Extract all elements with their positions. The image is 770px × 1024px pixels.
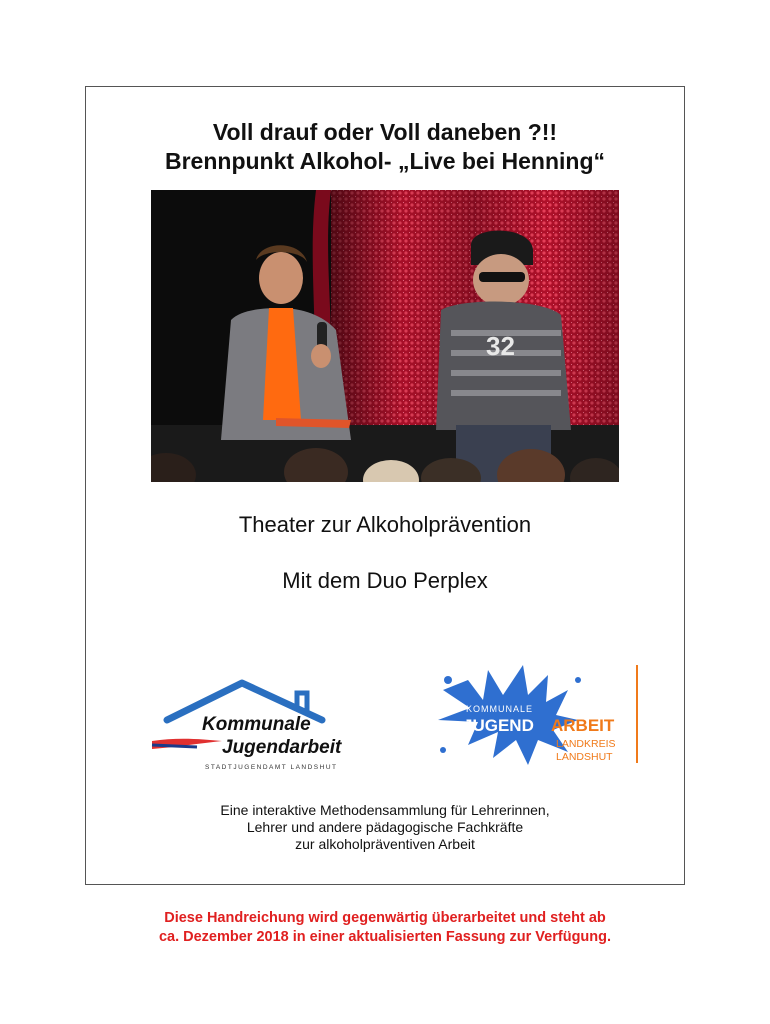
logo-right-word-b: ARBEIT — [551, 716, 615, 735]
document-title — [85, 118, 685, 176]
logo-right-line-2: LANDKREIS — [556, 738, 616, 750]
subtitle-theater: Theater zur Alkoholprävention — [238, 512, 532, 537]
logo-right-small: KOMMUNALE — [466, 704, 534, 714]
revision-notice — [0, 909, 770, 947]
title-line-2: Brennpunkt Alkohol- „Live bei Henning“ — [165, 148, 605, 174]
logo-left-line-2: Jugendarbeit — [222, 737, 342, 758]
title-line-1: Voll drauf oder Voll daneben ?!! — [212, 119, 558, 145]
logo-right-word-a: JUGEND — [463, 716, 534, 735]
notice-line-2: ca. Dezember 2018 in einer aktualisierten Fassung zur Verfügung. — [158, 929, 612, 945]
notice-line-1: Diese Handreichung wird gegenwärtig überarbeitet und steht ab — [164, 910, 606, 926]
description-line-2: Lehrer und andere pädagogische Fachkräfte — [246, 819, 524, 835]
logo-right-line-3: LANDSHUT — [556, 751, 613, 763]
description-line-1: Eine interaktive Methodensammlung für Lehrerinnen, — [220, 802, 550, 818]
logo-kommunale-jugendarbeit-stadt — [147, 675, 367, 775]
logo-left-line-1: Kommunale — [202, 714, 311, 735]
logo-kommunale-jugendarbeit-landkreis — [428, 660, 643, 770]
svg-text:32: 32 — [486, 331, 515, 361]
subtitle-duo: Mit dem Duo Perplex — [282, 568, 488, 593]
stage-photo — [151, 190, 619, 482]
description-line-3: zur alkoholpräventiven Arbeit — [295, 836, 475, 852]
logo-left-line-3: STADTJUGENDAMT LANDSHUT — [205, 764, 338, 771]
description — [85, 802, 685, 853]
